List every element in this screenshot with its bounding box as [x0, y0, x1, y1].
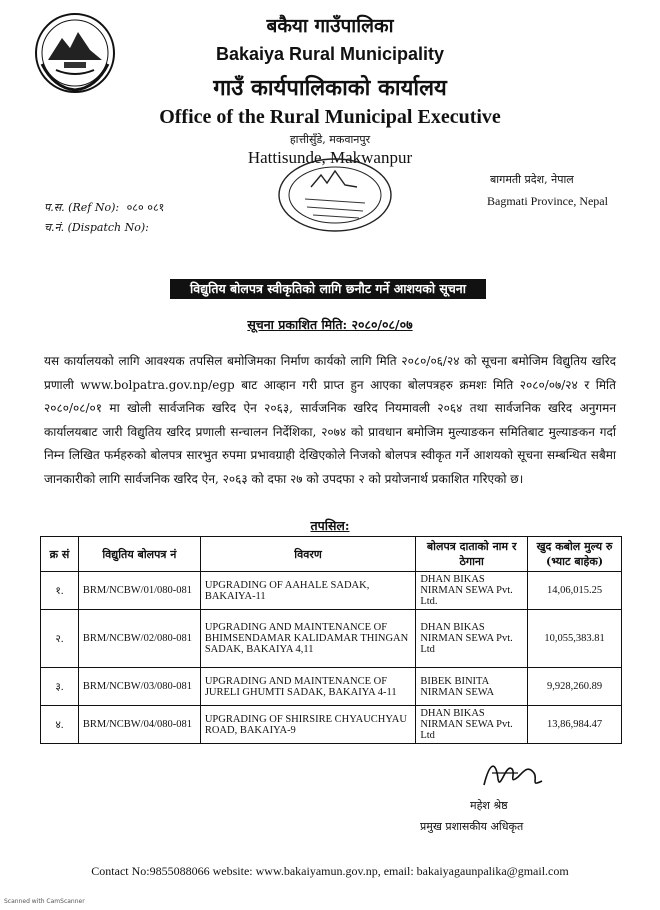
cell-bid-no: BRM/NCBW/04/080-081	[78, 706, 200, 744]
cell-amount: 9,928,260.89	[528, 668, 622, 706]
cell-sn: ४.	[41, 706, 79, 744]
cell-description: UPGRADING AND MAINTENANCE OF BHIMSENDAMAR KALIDAMAR THINGAN SADAK, BAKAIYA 4,11	[200, 610, 416, 668]
cell-bidder: DHAN BIKAS NIRMAN SEWA Pvt. Ltd	[416, 610, 528, 668]
province-english: Bagmati Province, Nepal	[487, 194, 608, 208]
cell-amount: 13,86,984.47	[528, 706, 622, 744]
cell-bid-no: BRM/NCBW/02/080-081	[78, 610, 200, 668]
cell-sn: २.	[41, 610, 79, 668]
details-heading: तपसिल:	[310, 518, 350, 533]
col-header-bidder: बोलपत्र दाताको नाम र ठेगाना	[416, 537, 528, 572]
cell-sn: १.	[41, 572, 79, 610]
col-header-amount: खुद कबोल मुल्य रु (भ्याट बाहेक)	[528, 537, 622, 572]
office-name-nepali: गाउँ कार्यपालिकाको कार्यालय	[213, 75, 447, 101]
col-header-sn: क्र सं	[41, 537, 79, 572]
table-header-row	[41, 537, 622, 572]
cell-amount: 10,055,383.81	[528, 610, 622, 668]
cell-bidder: DHAN BIKAS NIRMAN SEWA Pvt. Ltd.	[416, 572, 528, 610]
office-name-english: Office of the Rural Municipal Executive	[159, 106, 501, 128]
municipality-name-english: Bakaiya Rural Municipality	[215, 44, 445, 64]
cell-amount: 14,06,015.25	[528, 572, 622, 610]
address-nepali: हात्तीसुँडे, मकवानपुर	[289, 133, 371, 146]
cell-bidder: BIBEK BINITA NIRMAN SEWA	[416, 668, 528, 706]
table-row	[41, 572, 622, 610]
col-header-bid-no: विद्युतिय बोलपत्र नं	[78, 537, 200, 572]
notice-body: यस कार्यालयको लागि आवश्यक तपसिल बमोजिमका निर्माण कार्यको लागि मिति २०८०/०६/२४ को सूचना बमोजिम विद्युतिय खरिद प्रणाली www.bolpatra.gov.np/egp बाट आव्हान गरी प्राप्त हुन आएका बोलपत्रहरु क्रमशः मिति २०८०/०७/२४ र मिति २०८०/०८/०१ मा खोली सार्वजनिक खरिद ऐन २०६३, सार्वजनिक खरिद नियमावली २०६४ तथा सार्वजनिक खरिद अनुगमन कार्यालयबाट जारी विद्युतिय खरिद प्रणाली सन्चालन निर्देशिका, २०७४ को प्रावधान बमोजिम मुल्याङकन समितिबाट मुल्याङकन गर्दा निम्न लिखित फर्महरुको बोलपत्र सारभुत रुपमा प्रभावग्राही देखिएकोले निजको बोलपत्र स्वीकृत गर्ने आशयको सूचना सम्बन्धित सबैमा जानकारीको लागि सार्वजनिक खरिद ऐन, २०६३ को दफा २७ को उपदफा २ को प्रयोजनार्थ प्रकाशित गरिएको छ।	[44, 354, 616, 486]
cell-bid-no: BRM/NCBW/01/080-081	[78, 572, 200, 610]
cell-bid-no: BRM/NCBW/03/080-081	[78, 668, 200, 706]
cell-bidder: DHAN BIKAS NIRMAN SEWA Pvt. Ltd	[416, 706, 528, 744]
cell-description: UPGRADING OF AAHALE SADAK, BAKAIYA-11	[200, 572, 416, 610]
scanner-watermark: Scanned with CamScanner	[4, 898, 85, 905]
dispatch-number: च.नं. (Dispatch No):	[44, 221, 149, 234]
table-row	[41, 668, 622, 706]
table-row	[41, 610, 622, 668]
table-row	[41, 706, 622, 744]
municipality-name-nepali: बकैया गाउँपालिका	[266, 15, 394, 37]
ref-label: प.स. (Ref No):	[44, 201, 120, 214]
address-english: Hattisunde, Makwanpur	[247, 148, 413, 167]
contact-footer: Contact No:9855088066 website: www.bakaiyamun.gov.np, email: bakaiyagaunpalika@gmail.com	[91, 864, 569, 878]
notice-title: विद्युतिय बोलपत्र स्वीकृतिको लागि छनौट गर्ने आशयको सूचना	[170, 279, 486, 299]
published-date: सूचना प्रकाशित मिति: २०८०/०८/०७	[247, 317, 413, 332]
cell-description: UPGRADING AND MAINTENANCE OF JURELI GHUMTI SADAK, BAKAIYA 4-11	[200, 668, 416, 706]
handwritten-signature	[478, 755, 548, 795]
cell-sn: ३.	[41, 668, 79, 706]
cell-description: UPGRADING OF SHIRSIRE CHYAUCHYAU ROAD, BAKAIYA-9	[200, 706, 416, 744]
ref-value: ०८० ०८१	[126, 201, 165, 214]
province-nepali: बागमती प्रदेश, नेपाल	[490, 173, 574, 186]
reference-number	[44, 200, 164, 215]
bid-results-table	[40, 536, 622, 744]
office-seal-stamp	[275, 155, 395, 235]
signatory-title: प्रमुख प्रशासकीय अधिकृत	[420, 820, 524, 833]
col-header-description: विवरण	[200, 537, 416, 572]
signatory-name: महेश श्रेष्ठ	[470, 799, 508, 812]
